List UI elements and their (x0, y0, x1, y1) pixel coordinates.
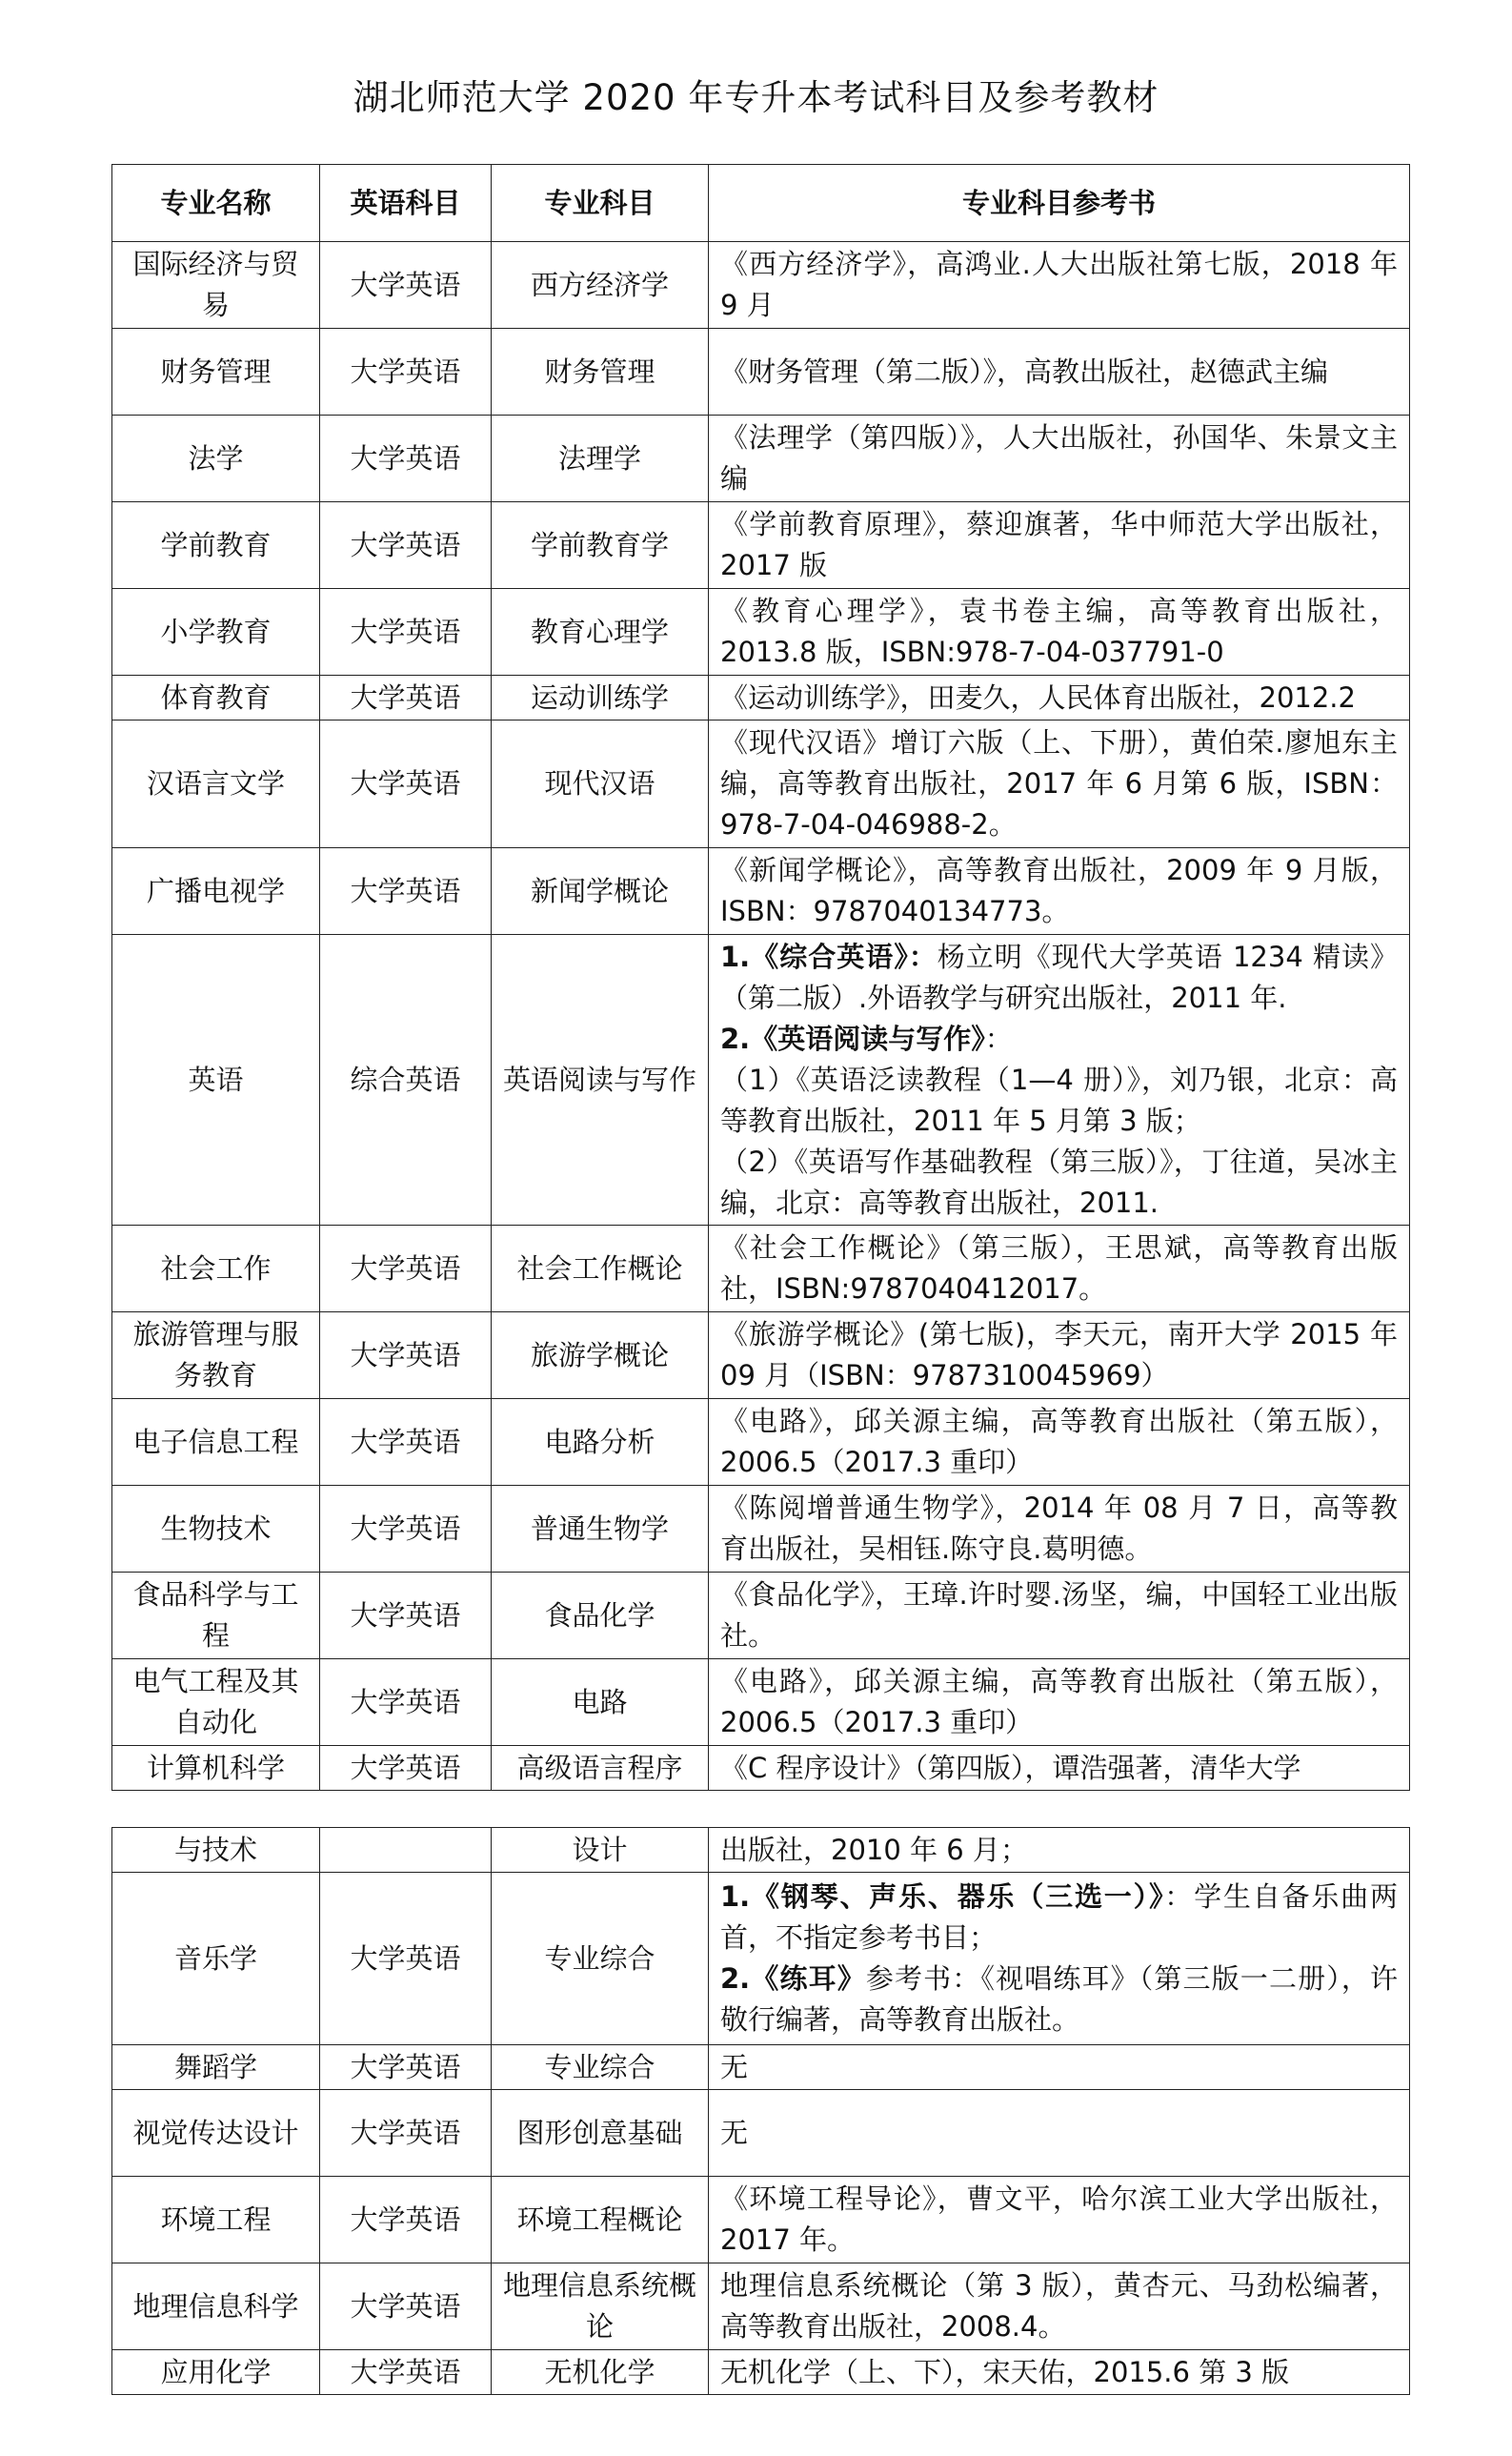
english-subject-cell: 大学英语 (320, 1659, 492, 1746)
english-subject-cell: 大学英语 (320, 329, 492, 416)
reference-cell: 《学前教育原理》，蔡迎旗著，华中师范大学出版社，2017 版 (709, 502, 1410, 589)
ref-label-comprehensive-english: 1.《综合英语》： (720, 940, 937, 973)
table-row (112, 1659, 1410, 1746)
reference-cell: 《电路》，邱关源主编，高等教育出版社（第五版），2006.5（2017.3 重印） (709, 1399, 1410, 1486)
reference-cell: 《C 程序设计》（第四版），谭浩强著，清华大学 (709, 1746, 1410, 1791)
reference-cell: 《环境工程导论》，曹文平，哈尔滨工业大学出版社，2017 年。 (709, 2177, 1410, 2263)
major-cell: 广播电视学 (112, 848, 320, 935)
table-row (112, 2090, 1410, 2177)
english-subject-cell: 大学英语 (320, 416, 492, 502)
ref-label-instrument: 1.《钢琴、声乐、器乐（三选一）》 (720, 1880, 1165, 1913)
table-row (112, 676, 1410, 721)
ref-text: （2）《英语写作基础教程（第三版）》，丁往道，吴冰主编，北京：高等教育出版社，2011. (720, 1145, 1398, 1219)
major-cell: 与技术 (112, 1828, 320, 1873)
major-cell: 电子信息工程 (112, 1399, 320, 1486)
english-subject-cell: 大学英语 (320, 2263, 492, 2350)
reference-cell: 《旅游学概论》(第七版)，李天元，南开大学 2015 年 09 月（ISBN：9787310045969） (709, 1312, 1410, 1399)
header-reference-books: 专业科目参考书 (709, 165, 1410, 242)
page-title: 湖北师范大学 2020 年专升本考试科目及参考教材 (353, 77, 1159, 118)
header-major-subject: 专业科目 (492, 165, 709, 242)
major-subject-cell: 学前教育学 (492, 502, 709, 589)
exam-subjects-table (111, 164, 1410, 1791)
reference-cell: 《西方经济学》，高鸿业.人大出版社第七版，2018 年 9 月 (709, 242, 1410, 329)
table-row (112, 2263, 1410, 2350)
table-row (112, 1873, 1410, 2045)
major-subject-cell: 专业综合 (492, 1873, 709, 2045)
table-header-row (112, 165, 1410, 242)
english-subject-cell: 大学英语 (320, 2045, 492, 2090)
english-subject-cell: 综合英语 (320, 935, 492, 1226)
major-subject-cell: 运动训练学 (492, 676, 709, 721)
table-row (112, 1746, 1410, 1791)
major-subject-cell: 新闻学概论 (492, 848, 709, 935)
major-cell: 旅游管理与服务教育 (112, 1312, 320, 1399)
table-row (112, 935, 1410, 1226)
table-row (112, 2177, 1410, 2263)
english-subject-cell: 大学英语 (320, 1486, 492, 1573)
major-cell: 应用化学 (112, 2350, 320, 2395)
major-cell: 视觉传达设计 (112, 2090, 320, 2177)
table-row (112, 242, 1410, 329)
english-subject-cell (320, 1828, 492, 1873)
ref-label-reading-writing: 2.《英语阅读与写作》 (720, 1022, 985, 1055)
reference-cell: 《陈阅增普通生物学》，2014 年 08 月 7 日，高等教育出版社，吴相钰.陈守良.葛明德。 (709, 1486, 1410, 1573)
major-cell: 英语 (112, 935, 320, 1226)
major-cell: 环境工程 (112, 2177, 320, 2263)
major-subject-cell: 食品化学 (492, 1573, 709, 1659)
english-subject-cell: 大学英语 (320, 502, 492, 589)
table-row (112, 848, 1410, 935)
table-row (112, 329, 1410, 416)
reference-cell: 无 (709, 2045, 1410, 2090)
major-cell: 汉语言文学 (112, 721, 320, 848)
major-subject-cell: 英语阅读与写作 (492, 935, 709, 1226)
table-row (112, 416, 1410, 502)
reference-cell: 《运动训练学》，田麦久，人民体育出版社，2012.2 (709, 676, 1410, 721)
english-subject-cell: 大学英语 (320, 2090, 492, 2177)
table-row (112, 1226, 1410, 1312)
reference-cell: 《社会工作概论》（第三版），王思斌，高等教育出版社，ISBN:9787040412017。 (709, 1226, 1410, 1312)
major-subject-cell: 地理信息系统概论 (492, 2263, 709, 2350)
major-subject-cell: 高级语言程序 (492, 1746, 709, 1791)
english-subject-cell: 大学英语 (320, 1873, 492, 2045)
major-subject-cell: 图形创意基础 (492, 2090, 709, 2177)
major-subject-cell: 环境工程概论 (492, 2177, 709, 2263)
major-subject-cell: 教育心理学 (492, 589, 709, 676)
english-subject-cell: 大学英语 (320, 1226, 492, 1312)
major-subject-cell: 普通生物学 (492, 1486, 709, 1573)
major-subject-cell: 法理学 (492, 416, 709, 502)
table-row (112, 1573, 1410, 1659)
exam-subjects-table-continued (111, 1827, 1410, 2395)
table-row (112, 2045, 1410, 2090)
major-cell: 国际经济与贸易 (112, 242, 320, 329)
reference-cell: 无 (709, 2090, 1410, 2177)
header-major: 专业名称 (112, 165, 320, 242)
major-subject-cell: 社会工作概论 (492, 1226, 709, 1312)
english-subject-cell: 大学英语 (320, 721, 492, 848)
reference-cell: 《食品化学》，王璋.许时婴.汤坚，编，中国轻工业出版社。 (709, 1573, 1410, 1659)
major-cell: 舞蹈学 (112, 2045, 320, 2090)
major-cell: 地理信息科学 (112, 2263, 320, 2350)
ref-text: ：学生自备乐曲两首，不指定参考书目； (720, 1880, 1398, 1954)
table-row (112, 1486, 1410, 1573)
reference-cell: 《新闻学概论》，高等教育出版社，2009 年 9 月版，ISBN：9787040134773。 (709, 848, 1410, 935)
major-subject-cell: 电路分析 (492, 1399, 709, 1486)
header-english-subject: 英语科目 (320, 165, 492, 242)
english-subject-cell: 大学英语 (320, 242, 492, 329)
major-subject-cell: 现代汉语 (492, 721, 709, 848)
table-row (112, 1399, 1410, 1486)
major-cell: 计算机科学 (112, 1746, 320, 1791)
major-subject-cell: 旅游学概论 (492, 1312, 709, 1399)
english-subject-cell: 大学英语 (320, 1746, 492, 1791)
english-subject-cell: 大学英语 (320, 1312, 492, 1399)
english-subject-cell: 大学英语 (320, 676, 492, 721)
major-cell: 音乐学 (112, 1873, 320, 2045)
major-subject-cell: 专业综合 (492, 2045, 709, 2090)
table-row (112, 721, 1410, 848)
major-cell: 食品科学与工程 (112, 1573, 320, 1659)
english-subject-cell: 大学英语 (320, 2350, 492, 2395)
major-cell: 法学 (112, 416, 320, 502)
ref-text: ： (984, 1022, 1013, 1055)
reference-cell (709, 1873, 1410, 2045)
reference-cell: 《财务管理（第二版）》，高教出版社，赵德武主编 (709, 329, 1410, 416)
major-cell: 社会工作 (112, 1226, 320, 1312)
major-cell: 电气工程及其自动化 (112, 1659, 320, 1746)
major-subject-cell: 设计 (492, 1828, 709, 1873)
english-subject-cell: 大学英语 (320, 589, 492, 676)
english-subject-cell: 大学英语 (320, 2177, 492, 2263)
reference-cell: 《教育心理学》，袁书卷主编，高等教育出版社，2013.8 版，ISBN:978-7-04-037791-0 (709, 589, 1410, 676)
ref-text: 参考书：《视唱练耳》（第三版一二册），许敬行编著，高等教育出版社。 (720, 1962, 1398, 2036)
ref-text: （1）《英语泛读教程（1—4 册）》，刘乃银，北京：高等教育出版社，2011 年 5 月第 3 版； (720, 1063, 1398, 1137)
reference-cell (709, 935, 1410, 1226)
table-row (112, 502, 1410, 589)
ref-text: 杨立明《现代大学英语 1234 精读》（第二版）.外语教学与研究出版社，2011 年. (720, 940, 1398, 1014)
major-subject-cell: 西方经济学 (492, 242, 709, 329)
table-row (112, 2350, 1410, 2395)
major-subject-cell: 财务管理 (492, 329, 709, 416)
english-subject-cell: 大学英语 (320, 848, 492, 935)
reference-cell: 《电路》，邱关源主编，高等教育出版社（第五版），2006.5（2017.3 重印） (709, 1659, 1410, 1746)
table-row (112, 1828, 1410, 1873)
major-cell: 生物技术 (112, 1486, 320, 1573)
reference-cell: 无机化学（上、下），宋天佑，2015.6 第 3 版 (709, 2350, 1410, 2395)
major-cell: 体育教育 (112, 676, 320, 721)
reference-cell: 出版社，2010 年 6 月； (709, 1828, 1410, 1873)
major-cell: 学前教育 (112, 502, 320, 589)
major-cell: 财务管理 (112, 329, 320, 416)
ref-label-ear-training: 2.《练耳》 (720, 1962, 866, 1995)
english-subject-cell: 大学英语 (320, 1573, 492, 1659)
major-subject-cell: 电路 (492, 1659, 709, 1746)
reference-cell: 地理信息系统概论（第 3 版），黄杏元、马劲松编著，高等教育出版社，2008.4。 (709, 2263, 1410, 2350)
table-row (112, 1312, 1410, 1399)
table-row (112, 589, 1410, 676)
reference-cell: 《现代汉语》增订六版（上、下册），黄伯荣.廖旭东主编，高等教育出版社，2017 年 6 月第 6 版，ISBN：978-7-04-046988-2。 (709, 721, 1410, 848)
major-subject-cell: 无机化学 (492, 2350, 709, 2395)
major-cell: 小学教育 (112, 589, 320, 676)
reference-cell: 《法理学（第四版）》，人大出版社，孙国华、朱景文主编 (709, 416, 1410, 502)
english-subject-cell: 大学英语 (320, 1399, 492, 1486)
